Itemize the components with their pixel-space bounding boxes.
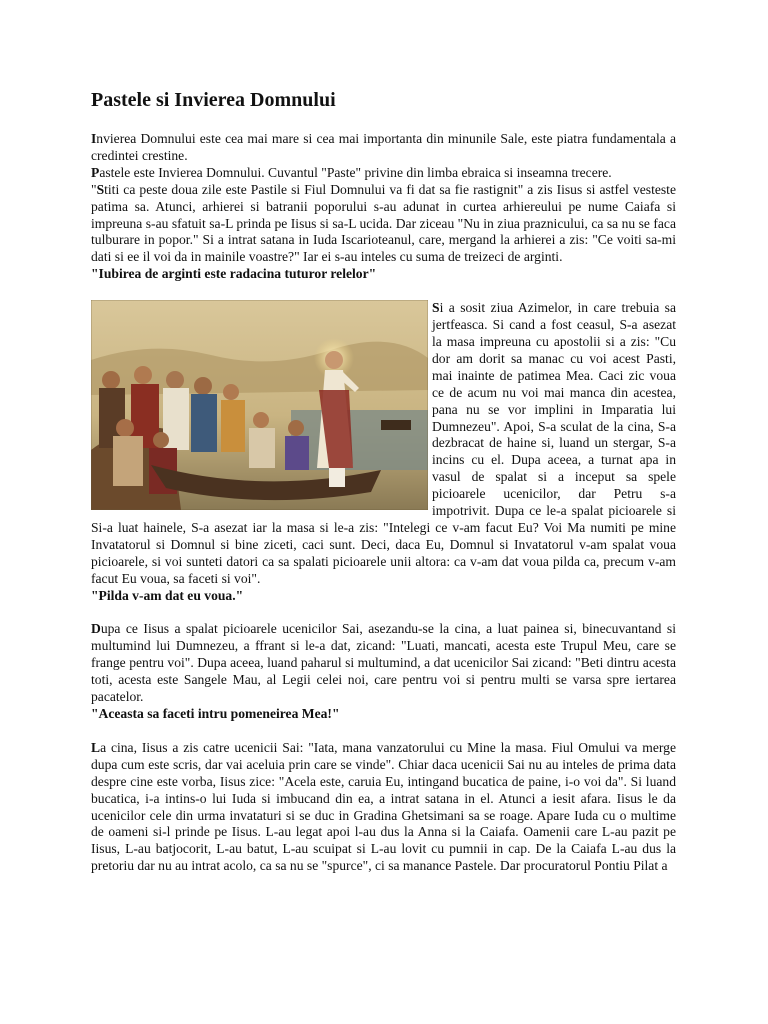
page-title: Pastele si Invierea Domnului [91,89,336,111]
drop-cap: P [91,164,100,180]
paragraph-gap [91,283,676,300]
water [291,410,428,470]
paragraph-text: a cina, Iisus a zis catre ucenicii Sai: "Iata, mana vanzatorului cu Mine la masa. Fiul Omului va merge dupa cum este scris, dar vai aceluia prin care se vinde". Chiar daca ucenicii Sai nu au inteles de prima data despre cine este vorba, Iisus zice: "Acela este, caruia Eu, intingand bucatica de paine, i-o voi da". Si luand bucatica, i-a intins-o lui Iuda si imbucand din ea, a intrat satana in el. Atunci a iesit afara. Iisus le da ucenicilor cele din urma invataturi si se duc in Gradina Ghetsimani sa se roage. Apare Iuda cu o multime de oameni si-l prinde pe Iisus. L-au legat apoi l-au dus la Anna si la Caiafa. Oamenii care L-au pazit pe Iisus, L-au batjocorit, L-au batut, L-au scuipat si L-au lovit cu pumnii in cap. De la Caiafa L-au dus la pretoriu dar nu au intrat acolo, ca sa nu se "spurce", ci sa manance Pastele. Dar procuratorul Pontiu Pilat a [91,739,676,874]
distant-boat [381,420,411,430]
paragraph-text: astele este Invierea Domnului. Cuvantul "Paste" privine din limba ebraica si inseamna trecere. [99,164,612,180]
document-page [91,88,676,875]
paragraph-betrayal [91,740,676,875]
paragraph-bread [91,621,676,706]
drop-cap: S [96,181,105,197]
paragraph-text: i a sosit ziua Azimelor, in care trebuia sa jertfeasca. Si cand a fost ceasul, S-a asezat la masa impreuna cu apostolii si a zis: "Cu dor am dorit sa manac cu voi acest Pasti, mai inainte de patimea Mea. Caci zic voua ce de acum nu voi mai manca din acestea, pana nu se vor implini in Imparatia lui Dumnezeu". Apoi, S-a sculat de la cina, S-a dezbracat de haine si, luand un stergar, S-a incins cu el. Dupa aceea, a turnat apa in vasul de spalat si a inceput sa spele picioarele ucenicilor, dar Petru s-a impotrivit. Dupa ce le-a spalat picioarele si Si-a luat hainele, S-a asezat iar la masa si le-a zis: "Intelegi ce v-am facut Eu? Voi Ma numiti pe mine Invatatorul si Domnul si bine ziceti, caci sunt. Deci, daca Eu, Domnul si Invatatorul v-am spalat voua picioarele, si voi sunteti datori ca sa spalati picioarele unii altora: ca v-am dat voua pilda ca, precum v-am facut Eu voua, sa faceti si voi". [91,300,676,586]
paragraph-gap [91,604,676,621]
paragraph-text: titi ca peste doua zile este Pastile si Fiul Domnului va fi dat sa fie rastignit" a zis Iisus si astfel vesteste patima sa. Atunci, arhierei si batranii poporului s-au adunat in curtea arhiereului pe nume Caiafa si impreuna s-au sfatuit sa-L prinda pe Iisus si sa-L ucida. Dar ziceau "Nu in ziua praznicului, ca sa nu se faca tulburare in popor." Si a intrat satana in Iuda Iscarioteanul, care, mergand la arhierei a zis: "Ce voiti sa-mi dati si ee il voi da in mainile voastre?" Iar ei s-au inteles cu suma de treizeci de arginti. [91,181,676,265]
paragraph-text: nvierea Domnului este cea mai mare si cea mai importanta din minunile Sale, este piatra fundamentala a credintei crestine. [91,131,676,163]
bold-quote-3: "Aceasta sa faceti intru pomeneirea Mea!" [91,706,340,721]
drop-cap: I [91,131,97,146]
painting-image [91,300,428,510]
bold-quote-2: "Pilda v-am dat eu voua." [91,587,244,603]
quote-mark: " [91,181,97,197]
bold-quote-1: "Iubirea de arginti este radacina tuturor relelor" [91,266,377,282]
paragraph-intro-3 [91,182,676,267]
paragraph-intro-2 [91,165,676,182]
paragraph-text: upa ce Iisus a spalat picioarele ucenicilor Sai, asezandu-se la cina, a luat painea si, binecuvantand si multumind lui Dumnezeu, a ffrant si le-a dat, zicand: "Luati, mancati, acesta este Trupul Meu, care se frange pentru voi". Dupa aceea, luand paharul si multumind, a dat ucenicilor Sai zicand: "Beti dintru acesta toti, acesta este Sangele Mau, al Legii celei noi, care pentru voi si pentru multi se varsa spre iertarea pacatelor. [91,621,676,705]
drop-cap: D [91,621,101,637]
painting-jesus-with-disciples [91,300,428,510]
drop-cap: L [91,739,101,755]
drop-cap: S [432,300,440,316]
paragraph-intro-1 [91,131,676,165]
paragraph-gap [91,723,676,740]
